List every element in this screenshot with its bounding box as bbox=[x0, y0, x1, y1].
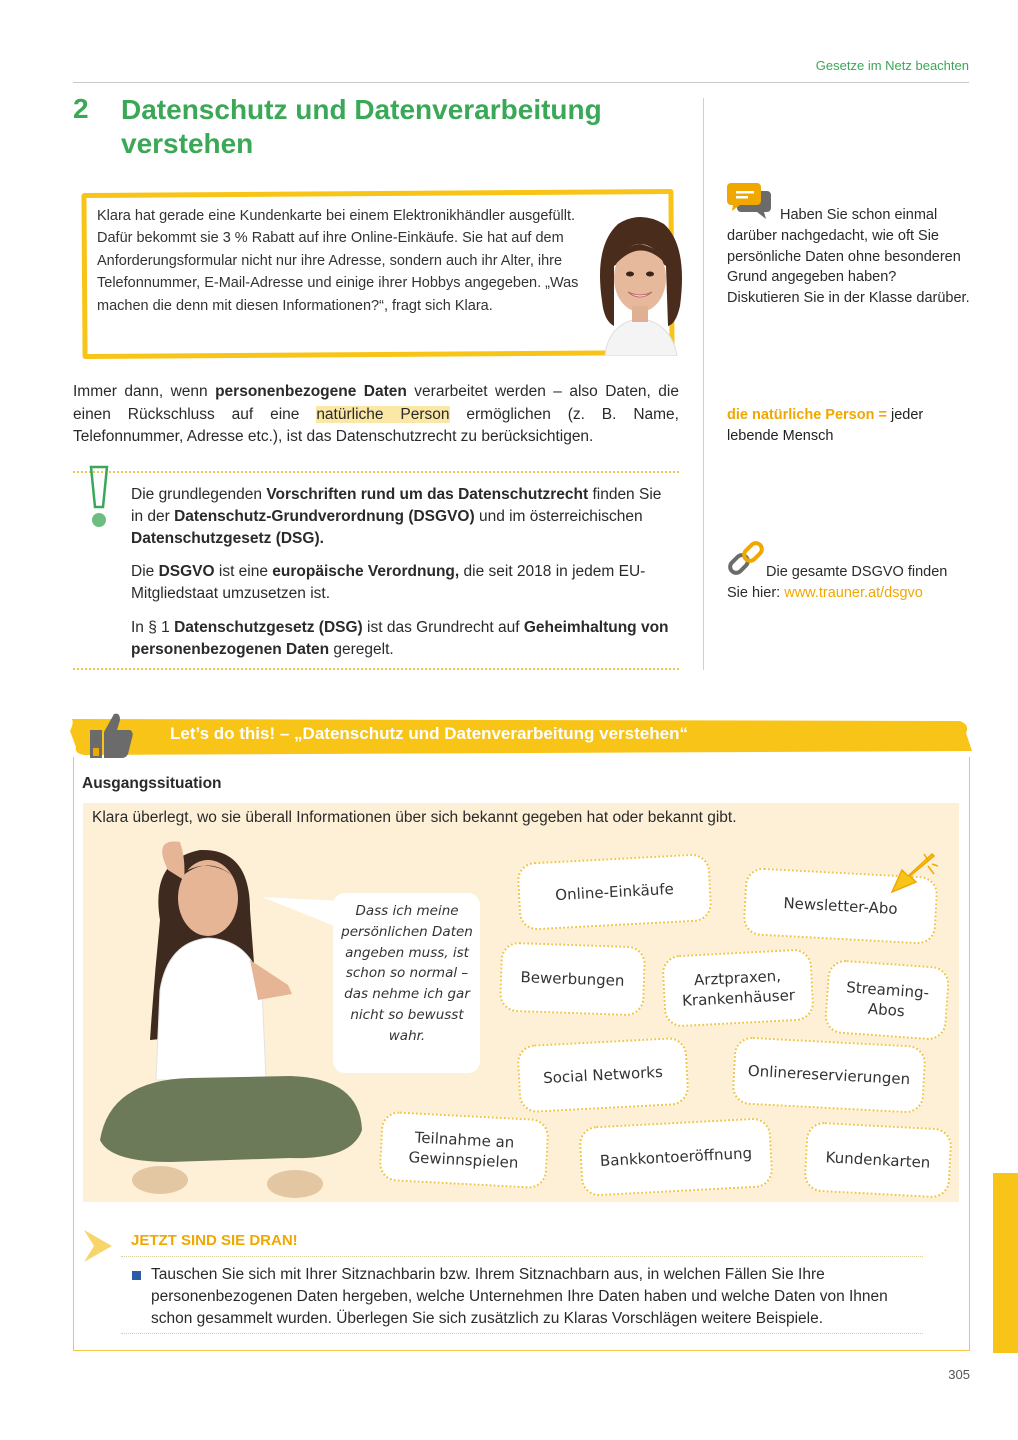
text-run: ermöglichen (z. B. Name, Telefonnummer, Adresse etc.), ist das Datenschutzrecht zu berücksichtigen. bbox=[73, 405, 679, 445]
bold-run: Vorschriften rund um das Datenschutzrecht bbox=[266, 486, 589, 503]
side-discussion-text: Haben Sie schon einmal darüber nachgedacht, wie oft Sie persönliche Daten ohne besonderen Grund angegeben haben? Diskutieren Sie in der Klasse darüber. bbox=[727, 207, 970, 307]
note-paragraph-2 bbox=[131, 561, 671, 605]
text-run: ist eine bbox=[214, 563, 273, 580]
data-source-tag: Online-Einkäufe bbox=[516, 853, 712, 931]
term-personal-data: personenbezogene Daten bbox=[215, 383, 407, 400]
text-run: verarbeitet werden – also Daten, die einen Rückschluss auf eine bbox=[73, 383, 679, 423]
text-run: und im österreichischen bbox=[474, 508, 643, 525]
note-top-rule bbox=[73, 471, 679, 473]
data-source-tag: Newsletter-Abo bbox=[742, 867, 938, 945]
text-run: Die grundlegenden bbox=[131, 486, 267, 503]
data-source-tag: Arztpraxen, Krankenhäuser bbox=[661, 948, 815, 1028]
bold-run: Datenschutz-Grundverordnung (DSGVO) bbox=[174, 508, 475, 525]
text-run: Die bbox=[131, 563, 159, 580]
your-turn-heading: JETZT SIND SIE DRAN! bbox=[131, 1232, 298, 1249]
text-run: finden Sie in der bbox=[131, 486, 662, 525]
speech-bubble-text: Dass ich meine persönlichen Daten angeben muss, ist schon so normal – das nehme ich gar nicht so bewusst wahr. bbox=[341, 903, 473, 1044]
header-rule bbox=[73, 82, 969, 83]
dsgvo-link[interactable]: www.trauner.at/dsgvo bbox=[784, 585, 923, 601]
page-number: 305 bbox=[948, 1367, 970, 1382]
text-run: geregelt. bbox=[329, 641, 394, 658]
main-paragraph bbox=[73, 381, 679, 449]
side-definition bbox=[727, 405, 967, 447]
definition-text: jeder lebende Mensch bbox=[727, 407, 924, 444]
bold-run: Geheimhaltung von personenbezogenen Daten bbox=[131, 619, 669, 658]
bold-run: DSGVO bbox=[158, 563, 215, 580]
text-run: Immer dann, wenn bbox=[73, 383, 216, 400]
data-source-tag: Streaming-Abos bbox=[824, 959, 951, 1041]
side-dsgvo-reference bbox=[727, 562, 972, 604]
definition-term: die natürliche Person = bbox=[727, 407, 887, 423]
speech-bubble-tail bbox=[262, 895, 342, 935]
chapter-title: Datenschutz und Datenverarbeitung verstehen bbox=[121, 94, 602, 159]
story-text: Klara hat gerade eine Kundenkarte bei einem Elektronikhändler ausgefüllt. Dafür bekommt sie 3 % Rabatt auf ihre Online-Einkäufe. Sie hat auf dem Anforderungsformular nicht nur ihre Adresse, sondern auch ihr Alter, ihre Telefonnummer, E-Mail-Adresse und einige ihrer Hobbys angegeben. „Was machen die denn mit diesen Informationen?“, fragt sich Klara. bbox=[97, 208, 579, 314]
situation-heading: Ausgangssituation bbox=[82, 775, 222, 792]
chapter-side-tab bbox=[993, 1173, 1018, 1353]
chevron-right-icon bbox=[82, 1228, 114, 1264]
girl-portrait-image bbox=[580, 206, 700, 356]
bullet-square-icon bbox=[132, 1271, 141, 1280]
bold-run: Datenschutzgesetz (DSG) bbox=[174, 619, 363, 636]
task-top-rule bbox=[121, 1256, 923, 1257]
term-natural-person: natürliche Person bbox=[316, 405, 450, 423]
note-paragraph-3 bbox=[131, 617, 671, 661]
exclamation-icon bbox=[84, 463, 114, 533]
data-source-tag: Teilnahme an Gewinnspielen bbox=[378, 1111, 549, 1190]
running-head: Gesetze im Netz beachten bbox=[815, 58, 969, 73]
column-divider bbox=[703, 98, 704, 670]
text-run: In § 1 bbox=[131, 619, 175, 636]
note-paragraph-1 bbox=[131, 484, 671, 550]
data-source-tag: Bankkontoeröffnung bbox=[578, 1117, 773, 1197]
data-source-tag: Social Networks bbox=[516, 1037, 689, 1114]
note-bottom-rule bbox=[73, 668, 679, 670]
text-run: ist das Grundrecht auf bbox=[362, 619, 524, 636]
data-source-tag: Kundenkarten bbox=[803, 1121, 952, 1199]
task-bottom-rule bbox=[121, 1333, 923, 1334]
thumbs-up-icon bbox=[88, 710, 134, 760]
task-text: Tauschen Sie sich mit Ihrer Sitznachbarin bzw. Ihrem Sitznachbarn aus, in welchen Fällen Sie Ihre personenbezogenen Daten hergeben, welche Unternehmen Ihre Daten haben und welche Daten von Ihnen schon gesammelt wurden. Überlegen Sie sich zusätzlich zu Klaras Vorschlägen weitere Beispiele. bbox=[151, 1266, 888, 1327]
bold-run: Datenschutzgesetz (DSG). bbox=[131, 530, 324, 547]
text-run: Die gesamte DSGVO finden Sie hier: bbox=[727, 564, 948, 601]
pointing-arrow-icon bbox=[888, 852, 938, 897]
chapter-number: 2 bbox=[73, 93, 89, 124]
activity-title: Let’s do this! – „Datenschutz und Datenverarbeitung verstehen“ bbox=[170, 724, 688, 743]
data-source-tag: Onlinereservierungen bbox=[731, 1036, 926, 1114]
data-source-tag: Bewerbungen bbox=[499, 941, 646, 1016]
bold-run: europäische Verordnung, bbox=[272, 563, 460, 580]
text-run: die seit 2018 in jedem EU-Mitgliedstaat umzusetzen ist. bbox=[131, 563, 646, 602]
situation-text: Klara überlegt, wo sie überall Informationen über sich bekannt gegeben hat oder bekannt gibt. bbox=[92, 809, 737, 826]
